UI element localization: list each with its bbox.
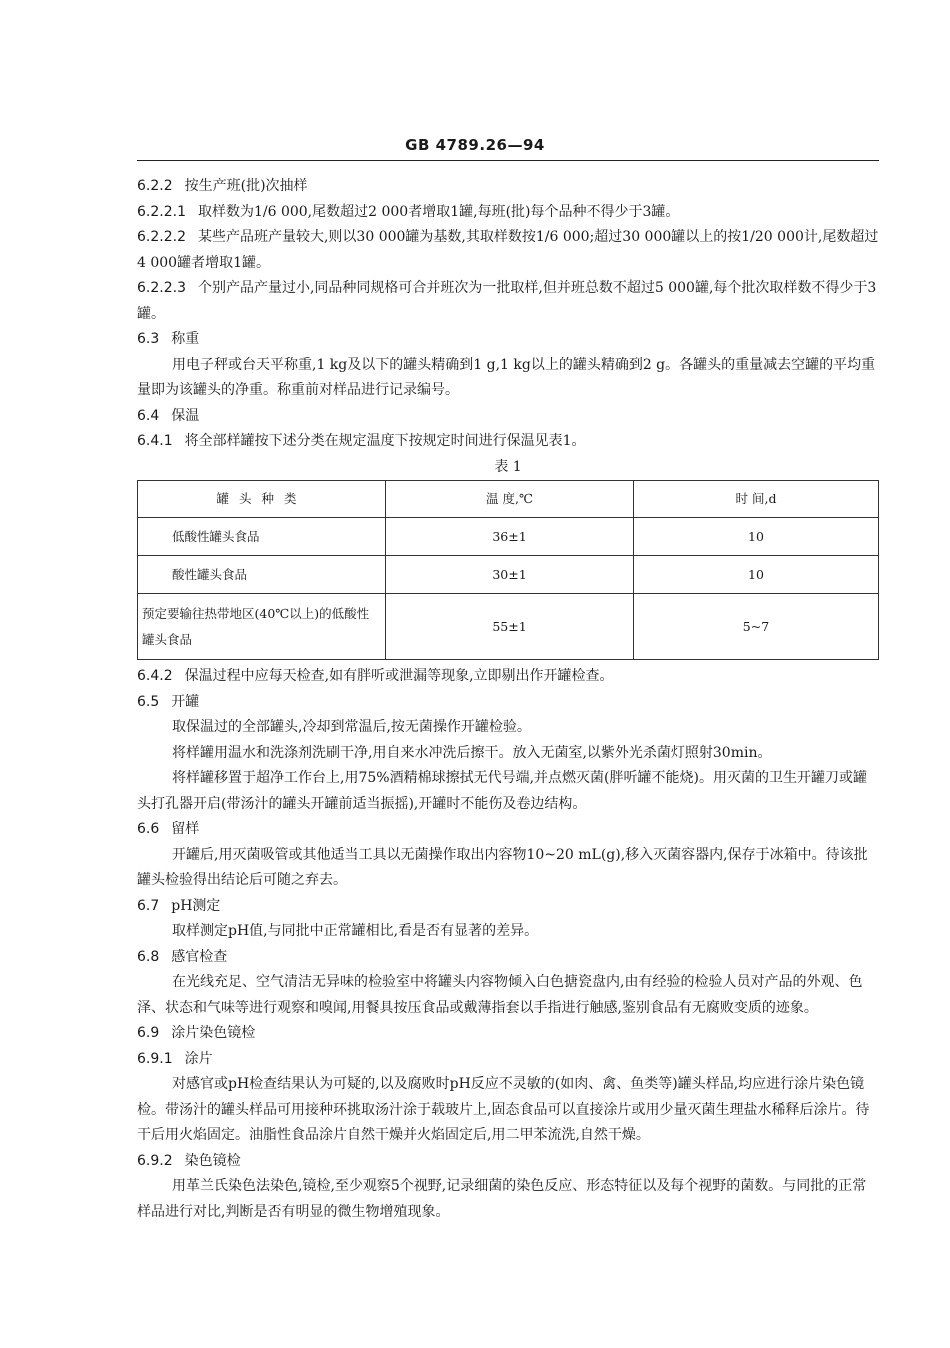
section-heading (137, 690, 879, 716)
section-heading (137, 1021, 879, 1047)
table-row (138, 556, 879, 594)
section-text: 某些产品班产量较大,则以30 000罐为基数,其取样数按1/6 000;超过30 000罐以上的按1/20 000计,尾数超过4 000罐者增取1罐。 (137, 229, 879, 271)
paragraph (137, 741, 879, 767)
section-text: 对感官或pH检查结果认为可疑的,以及腐败时pH反应不灵敏的(如肉、禽、鱼类等)罐头样品,均应进行涂片染色镜检。带汤汁的罐头样品可用接种环挑取汤汁涂于载玻片上,固态食品可以直接涂片或用少量灭菌生理盐水稀释后涂片。待干后用火焰固定。油脂性食品涂片自然干燥并火焰固定后,用二甲苯流洗,自然干燥。 (137, 1076, 870, 1143)
paragraph (137, 766, 879, 817)
section-heading (137, 327, 879, 353)
standard-number-header: GB 4789.26—94 (405, 136, 545, 154)
paragraph (137, 843, 879, 894)
table-cell: 30±1 (386, 556, 634, 594)
paragraph (137, 353, 879, 404)
section-text: 感官检查 (171, 948, 228, 965)
paragraph (137, 919, 879, 945)
section-text: 保温 (171, 407, 200, 424)
section-text: 用电子秤或台天平称重,1 kg及以下的罐头精确到1 g,1 kg以上的罐头精确到2 g。各罐头的重量减去空罐的平均重量即为该罐头的净重。称重前对样品进行记录编号。 (137, 356, 876, 398)
section-text: 个别产品产量过小,同品种同规格可合并班次为一批取样,但并班总数不超过5 000罐,每个批次取样数不得少于3罐。 (137, 280, 877, 322)
section-number: 6.2.2.3 (137, 280, 186, 296)
paragraph (137, 276, 879, 327)
section-heading (137, 894, 879, 920)
section-text: 按生产班(批)次抽样 (184, 178, 308, 194)
paragraph (137, 715, 879, 741)
table-header-cell: 时 间,d (634, 481, 879, 518)
table-row (138, 594, 879, 660)
section-text: 将全部样罐按下述分类在规定温度下按规定时间进行保温见表1。 (184, 433, 586, 449)
sections-before-table (137, 174, 879, 455)
section-number: 6.9.1 (137, 1050, 173, 1067)
section-text: 将样罐移置于超净工作台上,用75%酒精棉球擦拭无代号端,并点燃灭菌(胖听罐不能烧)。用灭菌的卫生开罐刀或罐头打孔器开启(带汤汁的罐头开罐前适当振摇),开罐时不能伤及卷边结构。 (137, 770, 867, 812)
section-heading (137, 817, 879, 843)
section-number: 6.2.2.1 (137, 203, 186, 220)
section-text: 涂片 (184, 1050, 213, 1067)
table-cell: 36±1 (386, 518, 634, 556)
section-number: 6.8 (137, 948, 160, 965)
paragraph (137, 664, 879, 690)
paragraph (137, 429, 879, 455)
section-text: 在光线充足、空气清洁无异味的检验室中将罐头内容物倾入白色搪瓷盘内,由有经验的检验人员对产品的外观、色泽、状态和气味等进行观察和嗅闻,用餐具按压食品或戴薄指套以手指进行触感,鉴别食品有无腐败变质的迹象。 (137, 974, 863, 1016)
table-header-cell: 温 度,℃ (386, 481, 634, 518)
table-row (138, 518, 879, 556)
table-cell: 10 (634, 518, 879, 556)
table-caption: 表 1 (494, 458, 522, 475)
paragraph (137, 225, 879, 276)
section-number: 6.4.1 (137, 433, 173, 449)
paragraph (137, 1174, 879, 1225)
section-number: 6.6 (137, 821, 160, 837)
table-cell: 5~7 (634, 594, 879, 660)
section-text: 涂片染色镜检 (171, 1025, 256, 1041)
section-heading (137, 945, 879, 971)
table-header-row (138, 481, 879, 518)
paragraph (137, 200, 879, 226)
section-number: 6.3 (137, 331, 160, 347)
table-header-cell: 罐头种类 (138, 481, 386, 518)
table-1 (137, 480, 879, 660)
section-heading (137, 404, 879, 430)
section-text: 开罐后,用灭菌吸管或其他适当工具以无菌操作取出内容物10~20 mL(g),移入灭菌容器内,保存于冰箱中。待该批罐头检验得出结论后可随之弃去。 (137, 846, 868, 888)
section-text: 保温过程中应每天检查,如有胖听或泄漏等现象,立即剔出作开罐检查。 (184, 668, 614, 684)
section-text: 染色镜检 (184, 1152, 241, 1169)
document-body (137, 174, 879, 1225)
table-cell: 低酸性罐头食品 (138, 518, 386, 556)
section-text: 取样数为1/6 000,尾数超过2 000者增取1罐,每班(批)每个品种不得少于3罐。 (197, 203, 680, 220)
section-text: 开罐 (171, 693, 200, 710)
section-number: 6.9 (137, 1025, 160, 1041)
table-cell: 酸性罐头食品 (138, 556, 386, 594)
paragraph (137, 970, 879, 1021)
paragraph (137, 1072, 879, 1149)
table-cell: 10 (634, 556, 879, 594)
section-heading (137, 1149, 879, 1175)
section-number: 6.7 (137, 897, 160, 914)
table-cell: 预定要输往热带地区(40℃以上)的低酸性罐头食品 (138, 594, 386, 660)
section-text: 称重 (171, 331, 200, 347)
section-number: 6.9.2 (137, 1152, 173, 1169)
section-text: 用革兰氏染色法染色,镜检,至少观察5个视野,记录细菌的染色反应、形态特征以及每个视野的菌数。与同批的正常样品进行对比,判断是否有明显的微生物增殖现象。 (137, 1178, 867, 1220)
section-text: 取样测定pH值,与同批中正常罐相比,看是否有显著的差异。 (172, 923, 539, 939)
header-rule (137, 160, 879, 161)
section-number: 6.2.2.2 (137, 229, 186, 245)
section-number: 6.4.2 (137, 668, 173, 684)
table-cell: 55±1 (386, 594, 634, 660)
section-text: pH测定 (171, 897, 221, 914)
section-text: 取保温过的全部罐头,冷却到常温后,按无菌操作开罐检验。 (172, 719, 531, 735)
section-number: 6.4 (137, 407, 160, 424)
sections-after-table (137, 664, 879, 1225)
section-number: 6.5 (137, 693, 160, 710)
section-heading (137, 1047, 879, 1073)
section-text: 留样 (171, 821, 200, 837)
section-text: 将样罐用温水和洗涤剂洗刷干净,用自来水冲洗后擦干。放入无菌室,以紫外光杀菌灯照射30min。 (172, 744, 772, 761)
section-heading (137, 174, 879, 200)
section-number: 6.2.2 (137, 178, 173, 194)
